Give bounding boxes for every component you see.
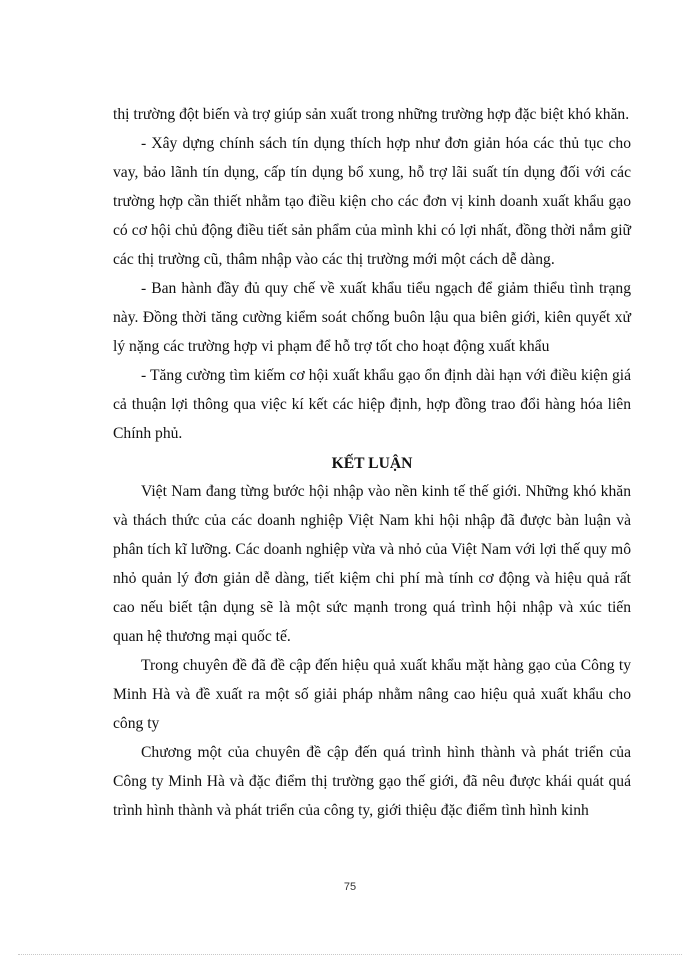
section-heading-conclusion: KẾT LUẬN [331,455,413,472]
paragraph-credit-policy: - Xây dựng chính sách tín dụng thích hợp như đơn giản hóa các thủ tục cho vay, bảo lãnh tín dụng, cấp tín dụng bổ xung, hỗ trợ lãi suất tín dụng đối với các trường hợp cần thiết nhằm tạo điều kiện cho các đơn vị kinh doanh xuất khẩu gạo có cơ hội chủ động điều tiết sản phẩm của mình khi có lợi nhất, đồng thời nắm giữ các thị trường cũ, thâm nhập vào các thị trường mới một cách dễ dàng. [113,135,631,268]
page-bottom-divider [18,954,682,955]
paragraph-long-term-export: - Tăng cường tìm kiếm cơ hội xuất khẩu gạo ổn định dài hạn với điều kiện giá cả thuận lợi thông qua việc kí kết các hiệp định, hợp đồng trao đổi hàng hóa liên Chính phủ. [113,367,631,442]
paragraph-conclusion-topic: Trong chuyên đề đã đề cập đến hiệu quả xuất khẩu mặt hàng gạo của Công ty Minh Hà và đề xuất ra một số giải pháp nhằm nâng cao hiệu quả xuất khẩu cho công ty [113,657,631,732]
paragraph-conclusion-chapter-one: Chương một của chuyên đề cập đến quá trình hình thành và phát triển của Công ty Minh Hà và đặc điểm thị trường gạo thế giới, đã nêu được khái quát quá trình hình thành và phát triển của công ty, giới thiệu đặc điểm tình hình kinh [113,744,631,819]
page-body [113,100,631,825]
paragraph-small-export-regulation: - Ban hành đầy đủ quy chế về xuất khẩu tiểu ngạch để giảm thiểu tình trạng này. Đồng thời tăng cường kiểm soát chống buôn lậu qua biên giới, kiên quyết xử lý nặng các trường hợp vi phạm để hỗ trợ tốt cho hoạt động xuất khẩu [113,280,631,355]
paragraph-continued: thị trường đột biến và trợ giúp sản xuất trong những trường hợp đặc biệt khó khăn. [113,106,630,123]
paragraph-conclusion-integration: Việt Nam đang từng bước hội nhập vào nền kinh tế thế giới. Những khó khăn và thách thức của các doanh nghiệp Việt Nam khi hội nhập đã được bàn luận và phân tích kĩ lưỡng. Các doanh nghiệp vừa và nhỏ của Việt Nam với lợi thế quy mô nhỏ quản lý đơn giản dễ dàng, tiết kiệm chi phí mà tính cơ động và hiệu quả rất cao nếu biết tận dụng sẽ là một sức mạnh trong quá trình hội nhập và xúc tiến quan hệ thương mại quốc tế. [113,483,631,645]
page-number: 75 [343,881,357,893]
